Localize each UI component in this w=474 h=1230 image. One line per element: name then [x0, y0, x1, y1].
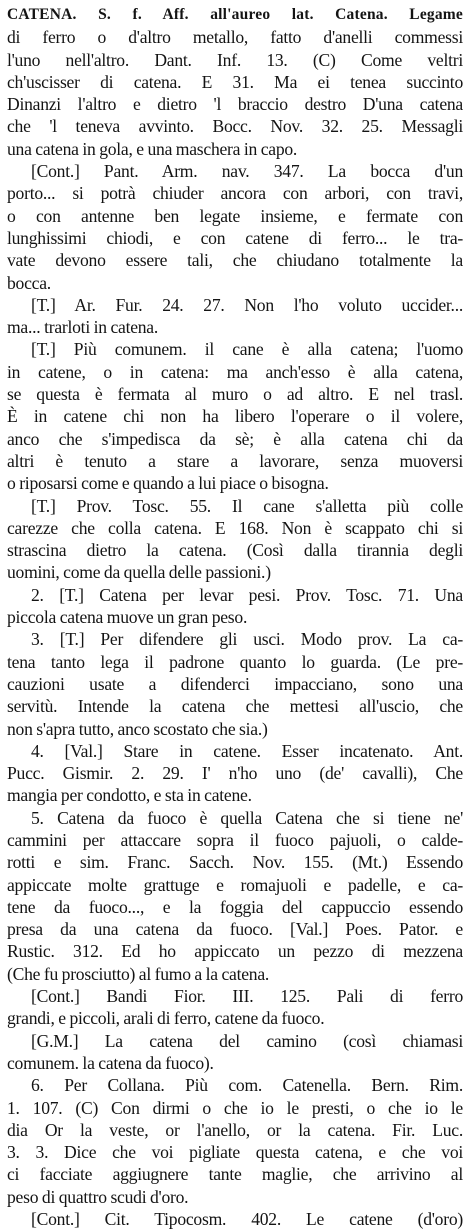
entry-line: 5. Catena da fuoco è quella Catena che si tiene ne': [31, 807, 463, 828]
entry-line: tena tanto lega il padrone quanto lo guarda. (Le pre-: [7, 651, 463, 672]
entry-line: dia Or la veste, or l'anello, or la catena. Fir. Luc.: [7, 1119, 463, 1140]
entry-line: [T.] Ar. Fur. 24. 27. Non l'ho voluto uccider...: [31, 294, 463, 315]
entry-line: carezze che colla catena. E 168. Non è scappato chi si: [7, 517, 463, 538]
entry-line: [T.] Più comunem. il cane è alla catena; l'uomo: [31, 339, 463, 360]
entry-line: CATENA. S. f. Aff. all'aureo lat. Catena. Legame: [7, 6, 463, 23]
entry-line: ci facciate aggiugnere tante maglie, che arrivino al: [7, 1164, 463, 1185]
entry-line: 1. 107. (C) Con dirmi o che io le presti, o che io le: [7, 1097, 463, 1118]
entry-line: ch'uscisser di catena. E 31. Ma ei tenea succinto: [7, 71, 463, 92]
entry-line: presa da una catena da fuoco. [Val.] Poes. Pator. e: [7, 919, 463, 940]
entry-line: servitù. Intende la catena che mettesi all'uscio, che: [7, 696, 463, 717]
entry-line: vate devono essere tali, che chiudano totalmente la: [7, 250, 463, 271]
entry-line: una catena in gola, e una maschera in capo.: [7, 138, 298, 159]
entry-line: Pucc. Gismir. 2. 29. I' n'ho uno (de' cavalli), Che: [7, 763, 463, 784]
entry-line: [G.M.] La catena del camino (così chiamasi: [31, 1030, 463, 1051]
entry-line: Dinanzi l'altro e dietro 'l braccio destro D'una catena: [7, 94, 463, 115]
entry-line: non s'apra tutto, anco scostato che sia.): [7, 718, 268, 739]
entry-line: anco che s'impedisca da sè; è alla catena chi da: [7, 428, 463, 449]
entry-line: cauzioni usate a difenderci impacciano, sono una: [7, 673, 463, 694]
entry-line: [Cont.] Pant. Arm. nav. 347. La bocca d'un: [31, 161, 463, 182]
entry-line: che 'l teneva avvinto. Bocc. Nov. 32. 25. Messagli: [7, 116, 463, 137]
entry-line: porto... si potrà chiuder ancora con arbori, con travi,: [7, 183, 463, 204]
entry-line: 6. Per Collana. Più com. Catenella. Bern. Rim.: [31, 1075, 463, 1096]
entry-line: bocca.: [7, 272, 51, 293]
entry-line: piccola catena muove un gran peso.: [7, 607, 248, 628]
entry-line: [Cont.] Bandi Fior. III. 125. Pali di ferro: [31, 986, 463, 1007]
entry-line: 3. [T.] Per difendere gli usci. Modo prov. La ca-: [31, 629, 463, 650]
entry-line: 3. 3. Dice che voi pigliate questa catena, e che voi: [7, 1142, 463, 1163]
entry-line: cammini per attaccare sopra il fuoco pajuoli, o calde-: [7, 829, 463, 850]
entry-line: Rustic. 312. Ed ho appiccato un pezzo di mezzena: [7, 941, 463, 962]
entry-line: appiccate molte grattuge e romajuoli e padelle, e ca-: [7, 874, 463, 895]
entry-line: o con antenne ben legate insieme, e fermate con: [7, 205, 463, 226]
entry-line: altri è tenuto a stare a lavorare, senza muoversi: [7, 450, 463, 471]
entry-line: l'uno nell'altro. Dant. Inf. 13. (C) Come veltri: [7, 49, 463, 70]
entry-line: rotti e sim. Franc. Sacch. Nov. 155. (Mt.) Essendo: [7, 852, 463, 873]
entry-line: grandi, e piccoli, arali di ferro, catene da fuoco.: [7, 1008, 325, 1029]
entry-line: o riposarsi come e quando a lui piace o bisogna.: [7, 473, 329, 494]
entry-line: in catene, o in catena: ma anch'esso è alla catena,: [7, 361, 463, 382]
entry-line: di ferro o d'altro metallo, fatto d'anelli commessi: [7, 27, 463, 48]
entry-line: 4. [Val.] Stare in catene. Esser incatenato. Ant.: [31, 740, 463, 761]
entry-line: 2. [T.] Catena per levar pesi. Prov. Tosc. 71. Una: [31, 584, 463, 605]
entry-line: se questa è fermata al muro o ad altro. E nel trasl.: [7, 384, 463, 405]
entry-line: mangia per condotto, e sta in catene.: [7, 785, 252, 806]
entry-line: tene da fuoco..., e la foggia del cappuccio essendo: [7, 896, 463, 917]
entry-line: [T.] Prov. Tosc. 55. Il cane s'alletta più colle: [31, 495, 463, 516]
entry-line: peso di quattro scudi d'oro.: [7, 1186, 189, 1207]
entry-line: comunem. la catena da fuoco).: [7, 1052, 214, 1073]
entry-line: ma... trarloti in catena.: [7, 317, 159, 338]
entry-line: lunghissimi chiodi, e con catene di ferro... le tra-: [7, 227, 463, 248]
entry-line: uomini, come da quella delle passioni.): [7, 562, 271, 583]
entry-line: strascina dietro la catena. (Così dalla tirannia degli: [7, 540, 463, 561]
entry-line: [Cont.] Cit. Tipocosm. 402. Le catene (d'oro): [31, 1209, 463, 1230]
entry-line: (Che fu prosciutto) al fumo a la catena.: [7, 963, 270, 984]
entry-line: È in catene chi non ha libero l'operare o il volere,: [7, 406, 463, 427]
